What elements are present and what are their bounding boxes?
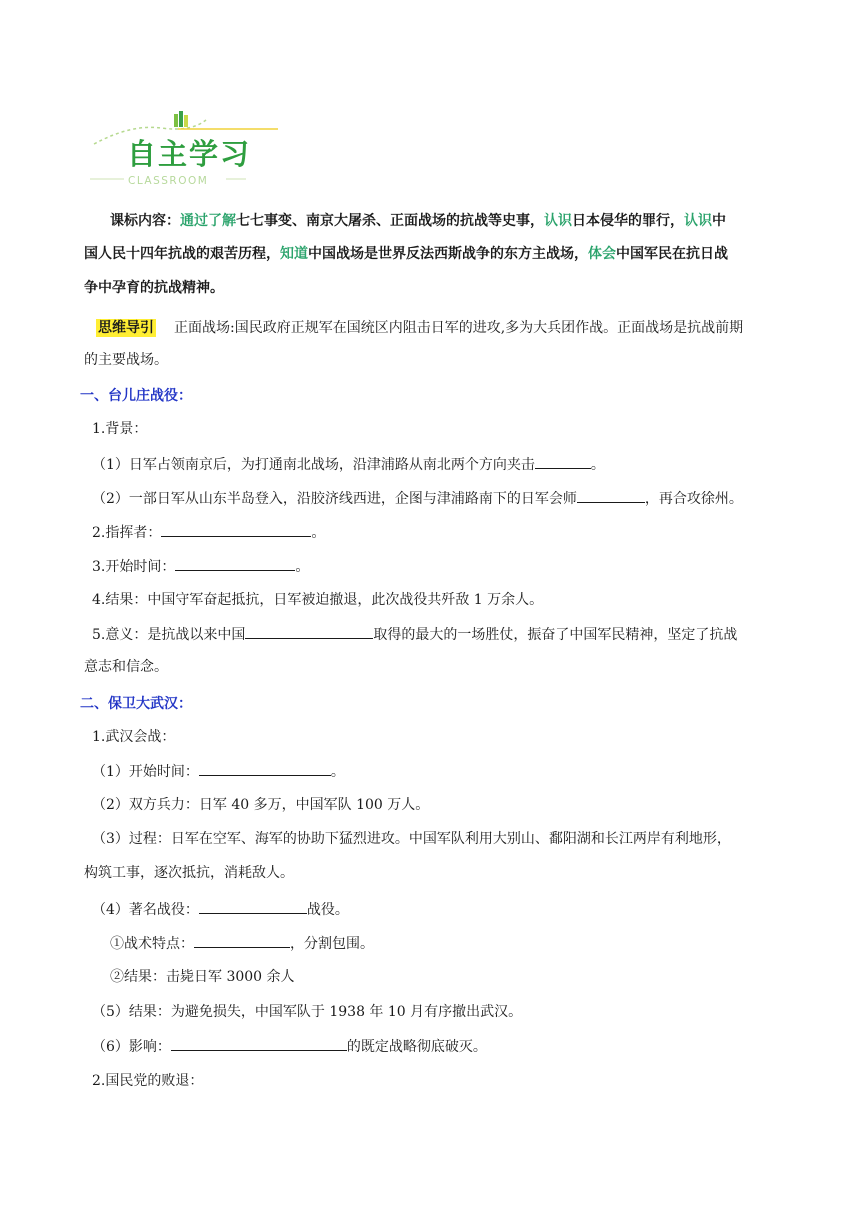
- text: 3.开始时间：: [92, 559, 176, 575]
- guide-tag: 思维导引: [98, 320, 154, 336]
- logo-title: 自主学习: [127, 137, 252, 171]
- s1-item-4: 4.结果：中国守军奋起抵抗，日军被迫撤退，此次战役共歼敌 1 万余人。: [92, 592, 544, 608]
- text: （1）开始时间：: [92, 764, 199, 780]
- standards-text: 日本侵华的罪行，: [572, 213, 684, 229]
- text: 取得的最大的一场胜仗，振奋了中国军民精神，坚定了抗战: [373, 627, 738, 643]
- standards-text: 中国军民在抗日战: [616, 246, 728, 262]
- answer-blank[interactable]: [199, 761, 331, 776]
- text: 。: [590, 457, 605, 473]
- s1-item-1-1: [92, 454, 792, 475]
- answer-blank[interactable]: [175, 556, 295, 571]
- answer-blank[interactable]: [171, 1036, 347, 1051]
- keyword: 体会: [588, 246, 616, 262]
- answer-blank[interactable]: [245, 624, 373, 639]
- s2-item-1-6: [92, 1036, 792, 1057]
- text: 。: [330, 764, 345, 780]
- text: ①战术特点：: [110, 936, 194, 952]
- section-1-heading: 一、台儿庄战役：: [80, 388, 192, 404]
- text: （4）著名战役：: [92, 902, 199, 918]
- section-2-heading: 二、保卫大武汉：: [80, 696, 192, 712]
- standards-text: 国人民十四年抗战的艰苦历程，: [84, 246, 280, 262]
- standards-text: 中: [712, 213, 726, 229]
- s2-item-1-4: [92, 899, 792, 920]
- s2-item-1-4-2: ②结果：击毙日军 3000 余人: [110, 969, 295, 985]
- text: （2）一部日军从山东半岛登入，沿胶济线西进，企图与津浦路南下的日军会师: [92, 491, 577, 507]
- text: 。: [295, 559, 310, 575]
- s2-item-1-3: （3）过程：日军在空军、海军的协助下猛烈进攻。中国军队利用大别山、鄱阳湖和长江两岸有利地形，: [92, 831, 731, 847]
- text: ，分割包围。: [290, 936, 374, 952]
- s1-item-5: [92, 624, 792, 645]
- s2-item-2: 2.国民党的败退：: [92, 1073, 204, 1089]
- answer-blank[interactable]: [194, 933, 290, 948]
- guide-line-1: [96, 318, 796, 338]
- text: 。: [311, 525, 326, 541]
- standards-line-1: [110, 211, 810, 231]
- s1-item-1-2: [92, 488, 792, 509]
- text: 战役。: [306, 902, 349, 918]
- s2-item-1-4-1: [110, 933, 810, 954]
- s1-item-5-cont: 意志和信念。: [84, 659, 168, 675]
- text: （1）日军占领南京后，为打通南北战场，沿津浦路从南北两个方向夹击: [92, 457, 535, 473]
- text: ，再合攻徐州。: [644, 491, 743, 507]
- s2-item-1-2: （2）双方兵力：日军 40 多万，中国军队 100 万人。: [92, 797, 430, 813]
- keyword: 认识: [544, 213, 572, 229]
- keyword: 通过了解: [180, 213, 236, 229]
- s2-item-1: 1.武汉会战：: [92, 729, 176, 745]
- s2-item-1-3-cont: 构筑工事，逐次抵抗，消耗敌人。: [84, 865, 294, 881]
- text: 2.指挥者：: [92, 525, 162, 541]
- guide-text: 正面战场:国民政府正规军在国统区内阻击日军的进攻,多为大兵团作战。正面战场是抗战前期: [174, 320, 744, 336]
- s1-item-2: [92, 522, 792, 543]
- keyword: 知道: [280, 246, 308, 262]
- standards-line-3: 争中孕育的抗战精神。: [84, 280, 224, 296]
- s1-item-1: 1.背景：: [92, 421, 148, 437]
- guide-line-2: 的主要战场。: [84, 352, 168, 368]
- text: 的既定战略彻底破灭。: [346, 1039, 487, 1055]
- s1-item-3: [92, 556, 792, 577]
- keyword: 认识: [684, 213, 712, 229]
- text: （6）影响：: [92, 1039, 171, 1055]
- answer-blank[interactable]: [577, 488, 645, 503]
- standards-label: 课标内容：: [110, 213, 180, 229]
- answer-blank[interactable]: [161, 522, 311, 537]
- standards-text: 中国战场是世界反法西斯战争的东方主战场，: [308, 246, 588, 262]
- s2-item-1-5: （5）结果：为避免损失，中国军队于 1938 年 10 月有序撤出武汉。: [92, 1004, 523, 1020]
- answer-blank[interactable]: [199, 899, 307, 914]
- answer-blank[interactable]: [535, 454, 591, 469]
- standards-line-2: [84, 244, 784, 264]
- text: 5.意义：是抗战以来中国: [92, 627, 246, 643]
- logo-subtitle: CLASSROOM: [128, 175, 209, 187]
- standards-text: 七七事变、南京大屠杀、正面战场的抗战等史事，: [236, 213, 544, 229]
- s2-item-1-1: [92, 761, 792, 782]
